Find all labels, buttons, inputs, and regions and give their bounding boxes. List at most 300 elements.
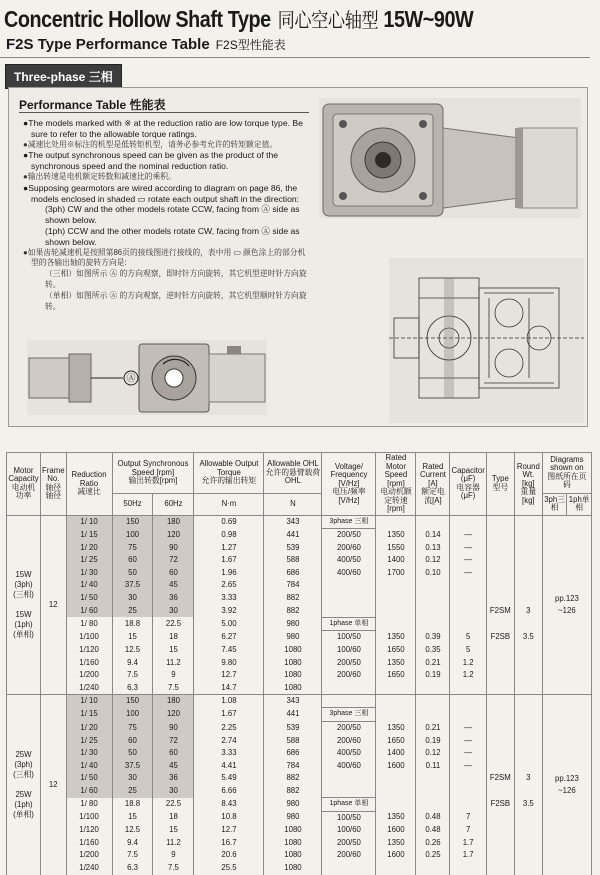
- voltage-cell: 200/60: [322, 542, 376, 555]
- weight-cell: [514, 785, 542, 798]
- capacitor-cell: 5: [450, 644, 486, 657]
- ohl-cell: 686: [264, 747, 322, 760]
- note-item: ●输出转速是电机额定转数和减速比的乘积。: [23, 171, 176, 181]
- speed-60hz-cell: 11.2: [153, 837, 194, 850]
- table-row: [7, 657, 592, 670]
- speed-60hz-cell: 15: [153, 824, 194, 837]
- ratio-cell: 1/ 50: [66, 772, 112, 785]
- speed-50hz-cell: 9.4: [112, 837, 153, 850]
- col-torque: [194, 453, 264, 494]
- table-row: [7, 669, 592, 682]
- speed-50hz-cell: 7.5: [112, 669, 153, 682]
- speed-50hz-cell: 100: [112, 708, 153, 722]
- table-row: [7, 579, 592, 592]
- voltage-cell: 1phase 单相: [322, 617, 376, 631]
- ohl-cell: 686: [264, 567, 322, 580]
- ohl-cell: 588: [264, 735, 322, 748]
- current-cell: [416, 862, 450, 875]
- ohl-cell: 784: [264, 760, 322, 773]
- ratio-cell: 1/ 20: [66, 542, 112, 555]
- ratio-cell: 1/ 60: [66, 605, 112, 618]
- col-ratio: [66, 453, 112, 516]
- capacitor-cell: —: [450, 567, 486, 580]
- ratio-cell: 1/ 15: [66, 708, 112, 722]
- rated-speed-cell: 1700: [376, 567, 416, 580]
- capacitor-cell: —: [450, 760, 486, 773]
- type-cell: [486, 811, 514, 824]
- weight-cell: [514, 824, 542, 837]
- weight-cell: [514, 722, 542, 735]
- voltage-cell: [322, 695, 376, 708]
- table-row: [7, 772, 592, 785]
- col-rated-speed: [376, 453, 416, 516]
- capacitor-cell: [450, 785, 486, 798]
- ratio-cell: 1/ 80: [66, 617, 112, 631]
- ratio-cell: 1/ 40: [66, 760, 112, 773]
- type-cell: [486, 735, 514, 748]
- panel-heading-rule: [19, 112, 309, 113]
- ratio-cell: 1/ 20: [66, 722, 112, 735]
- col-diagrams: [542, 453, 591, 494]
- capacity-line: 25W: [15, 749, 32, 759]
- rated-speed-cell: 1600: [376, 824, 416, 837]
- type-cell: [486, 542, 514, 555]
- rated-speed-cell: 1600: [376, 849, 416, 862]
- voltage-cell: 200/60: [322, 735, 376, 748]
- torque-cell: 1.96: [194, 567, 264, 580]
- type-cell: F2SB: [486, 631, 514, 644]
- voltage-cell: 100/60: [322, 644, 376, 657]
- type-cell: [486, 644, 514, 657]
- type-cell: [486, 862, 514, 875]
- ohl-cell: 980: [264, 631, 322, 644]
- current-cell: [416, 798, 450, 812]
- current-cell: 0.10: [416, 567, 450, 580]
- speed-60hz-cell: 90: [153, 722, 194, 735]
- ohl-cell: 980: [264, 811, 322, 824]
- ratio-cell: 1/120: [66, 824, 112, 837]
- speed-50hz-cell: 50: [112, 567, 153, 580]
- voltage-cell: [322, 579, 376, 592]
- speed-50hz-cell: 25: [112, 605, 153, 618]
- capacitor-cell: 5: [450, 631, 486, 644]
- col-sync-speed: [112, 453, 194, 494]
- speed-50hz-cell: 30: [112, 772, 153, 785]
- col-frame-no-label: Frame No.: [42, 465, 65, 484]
- table-row: [7, 542, 592, 555]
- col-round-wt-label: Round Wt.: [516, 461, 540, 479]
- capacitor-cell: —: [450, 554, 486, 567]
- rated-speed-cell: [376, 592, 416, 605]
- capacitor-cell: —: [450, 735, 486, 748]
- rated-speed-cell: [376, 579, 416, 592]
- weight-cell: [514, 708, 542, 722]
- page-title-en: Concentric Hollow Shaft Type: [4, 6, 271, 32]
- table-row: [7, 735, 592, 748]
- col-round-wt: [514, 453, 542, 516]
- speed-50hz-cell: 75: [112, 722, 153, 735]
- weight-cell: 3.5: [514, 798, 542, 812]
- ratio-cell: 1/100: [66, 631, 112, 644]
- table-row: [7, 567, 592, 580]
- col-ratio-label: Reduction Ratio: [71, 470, 107, 488]
- speed-50hz-cell: 150: [112, 695, 153, 708]
- table-row: [7, 824, 592, 837]
- torque-cell: 1.27: [194, 542, 264, 555]
- ohl-cell: 980: [264, 617, 322, 631]
- voltage-cell: 200/50: [322, 722, 376, 735]
- table-row: [7, 529, 592, 542]
- weight-cell: [514, 554, 542, 567]
- torque-cell: 2.25: [194, 722, 264, 735]
- capacitor-cell: 1.7: [450, 837, 486, 850]
- speed-50hz-cell: 37.5: [112, 579, 153, 592]
- col-sync-speed-cn: 输出转数[rpm]: [128, 476, 178, 486]
- rated-speed-cell: 1650: [376, 669, 416, 682]
- weight-cell: 3.5: [514, 631, 542, 644]
- type-cell: [486, 837, 514, 850]
- type-cell: [486, 554, 514, 567]
- table-row: [7, 722, 592, 735]
- capacitor-cell: [450, 592, 486, 605]
- col-rated-speed-unit: [rpm]: [387, 478, 405, 488]
- ratio-cell: 1/ 10: [66, 695, 112, 708]
- speed-50hz-cell: 60: [112, 735, 153, 748]
- current-cell: 0.25: [416, 849, 450, 862]
- type-cell: F2SM: [486, 772, 514, 785]
- weight-cell: [514, 657, 542, 670]
- voltage-cell: 400/60: [322, 567, 376, 580]
- torque-cell: 8.43: [194, 798, 264, 812]
- note-item: （三相）如图所示 Ⓐ 的方向观察，即时针方向旋转，其它机型逆时针方向旋转。: [45, 269, 307, 289]
- speed-60hz-cell: 72: [153, 735, 194, 748]
- ohl-cell: 1080: [264, 862, 322, 875]
- ratio-cell: 1/ 25: [66, 735, 112, 748]
- table-row: [7, 554, 592, 567]
- rated-speed-cell: [376, 605, 416, 618]
- col-torque-cn: 允许的输出转矩: [201, 476, 257, 486]
- cutaway-diagram: [389, 258, 584, 423]
- ratio-cell: 1/100: [66, 811, 112, 824]
- frame-no-cell: 12: [41, 515, 67, 695]
- ratio-cell: 1/200: [66, 849, 112, 862]
- diagram-page-ref: pp.123: [554, 773, 579, 783]
- speed-50hz-cell: 18.8: [112, 798, 153, 812]
- capacity-line: (1ph): [14, 799, 33, 809]
- col-rated-speed-cn: 电动机额定转速[rpm]: [380, 487, 412, 513]
- note-item: ●The models marked with ※ at the reduction ratio are low torque type. Be sure to refer to the allowable torque ratings.: [23, 118, 303, 139]
- speed-60hz-cell: 9: [153, 669, 194, 682]
- capacitor-cell: —: [450, 722, 486, 735]
- page-title-cn: 同心空心轴型: [277, 8, 379, 32]
- current-cell: [416, 682, 450, 695]
- rated-speed-cell: [376, 695, 416, 708]
- col-ratio-cn: 减速比: [77, 487, 101, 496]
- speed-60hz-cell: 22.5: [153, 798, 194, 812]
- voltage-cell: 200/60: [322, 669, 376, 682]
- torque-cell: 25.5: [194, 862, 264, 875]
- rated-speed-cell: 1350: [376, 657, 416, 670]
- capacitor-cell: 1.2: [450, 669, 486, 682]
- col-hz50: 50Hz: [112, 493, 153, 515]
- weight-cell: [514, 592, 542, 605]
- voltage-cell: 100/50: [322, 811, 376, 824]
- col-round-wt-cn: 重量[kg]: [520, 487, 537, 505]
- ohl-cell: 343: [264, 695, 322, 708]
- motor-capacity-cell: [7, 695, 41, 875]
- ratio-cell: 1/ 25: [66, 554, 112, 567]
- note-item: ●The output synchronous speed can be given as the product of the synchronous speed and the nominal reduction ratio.: [23, 150, 279, 172]
- note-item: ●减速比处用※标注的机型是低转矩机型，请务必参考允许的转矩额定值。: [23, 139, 278, 149]
- col-voltage-cn: 电压/频率: [332, 487, 366, 496]
- capacity-line: (三相): [13, 589, 34, 599]
- rated-speed-cell: 1350: [376, 722, 416, 735]
- capacitor-cell: [450, 579, 486, 592]
- current-cell: 0.19: [416, 735, 450, 748]
- current-cell: 0.19: [416, 669, 450, 682]
- col-ohl-unit: N: [264, 493, 322, 515]
- table-row: [7, 695, 592, 708]
- col-sync-speed-label: Output Synchronous Speed [rpm]: [117, 459, 189, 477]
- capacitor-cell: [450, 515, 486, 529]
- speed-50hz-cell: 37.5: [112, 760, 153, 773]
- col-current-label: Rated Current: [419, 461, 446, 479]
- current-cell: 0.12: [416, 554, 450, 567]
- col-diagrams-label: Diagrams shown on: [550, 454, 584, 473]
- page-subtitle: [6, 36, 286, 53]
- table-row: [7, 837, 592, 850]
- speed-50hz-cell: 12.5: [112, 824, 153, 837]
- ohl-cell: 882: [264, 605, 322, 618]
- col-motor-capacity: [7, 453, 41, 516]
- capacity-line: (单相): [13, 809, 34, 819]
- voltage-cell: [322, 862, 376, 875]
- capacity-line: (单相): [13, 629, 34, 639]
- rated-speed-cell: [376, 772, 416, 785]
- col-voltage-unit: [V/Hz]: [338, 478, 360, 488]
- weight-cell: [514, 529, 542, 542]
- capacity-line: (3ph): [14, 759, 33, 769]
- ohl-cell: 539: [264, 722, 322, 735]
- capacitor-cell: —: [450, 529, 486, 542]
- current-cell: [416, 592, 450, 605]
- torque-cell: 12.7: [194, 824, 264, 837]
- ohl-cell: 343: [264, 515, 322, 529]
- ohl-cell: 980: [264, 798, 322, 812]
- current-cell: 0.12: [416, 747, 450, 760]
- weight-cell: [514, 735, 542, 748]
- note-item: ●Supposing gearmotors are wired according to diagram on page 86, the models enclosed in shaded ▭ rotate each output shaft in the direction:: [23, 182, 300, 204]
- ohl-cell: 441: [264, 708, 322, 722]
- col-type: [486, 453, 514, 516]
- col-voltage: [322, 453, 376, 516]
- current-cell: [416, 695, 450, 708]
- col-capacitor-unit: (μF): [460, 474, 476, 484]
- col-hz60: 60Hz: [153, 493, 194, 515]
- voltage-cell: 200/50: [322, 837, 376, 850]
- speed-50hz-cell: 100: [112, 529, 153, 542]
- capacitor-cell: —: [450, 542, 486, 555]
- ohl-cell: 441: [264, 529, 322, 542]
- current-cell: [416, 617, 450, 631]
- weight-cell: [514, 695, 542, 708]
- voltage-cell: 200/50: [322, 657, 376, 670]
- type-cell: [486, 669, 514, 682]
- torque-cell: 2.65: [194, 579, 264, 592]
- speed-60hz-cell: 90: [153, 542, 194, 555]
- page-subtitle-en: F2S Type Performance Table: [6, 36, 210, 53]
- type-cell: [486, 515, 514, 529]
- diagram-pages-cell: [542, 695, 591, 875]
- current-cell: 0.35: [416, 644, 450, 657]
- ratio-cell: 1/160: [66, 837, 112, 850]
- type-cell: [486, 760, 514, 773]
- speed-60hz-cell: 30: [153, 605, 194, 618]
- diagram-pages-cell: [542, 515, 591, 695]
- col-capacitor-label: Capacitor: [451, 465, 485, 475]
- weight-cell: [514, 515, 542, 529]
- voltage-cell: 400/60: [322, 760, 376, 773]
- weight-cell: [514, 567, 542, 580]
- rotation-direction-diagram: [27, 340, 267, 415]
- table-row: [7, 785, 592, 798]
- torque-cell: 20.6: [194, 849, 264, 862]
- current-cell: 0.48: [416, 811, 450, 824]
- ratio-cell: 1/ 10: [66, 515, 112, 529]
- panel-heading: Performance Table 性能表: [19, 98, 166, 112]
- type-cell: [486, 722, 514, 735]
- capacity-line: [9, 780, 38, 790]
- voltage-cell: [322, 772, 376, 785]
- col-current: [416, 453, 450, 516]
- type-cell: [486, 695, 514, 708]
- phase-badge: Three-phase 三相: [5, 64, 122, 89]
- col-torque-unit: N·m: [194, 493, 264, 515]
- diagram-page-ref: pp.123: [554, 593, 579, 603]
- speed-60hz-cell: 45: [153, 760, 194, 773]
- torque-cell: 16.7: [194, 837, 264, 850]
- rated-speed-cell: [376, 515, 416, 529]
- weight-cell: [514, 644, 542, 657]
- capacity-line: 15W: [15, 569, 32, 579]
- voltage-cell: [322, 592, 376, 605]
- performance-panel: [8, 87, 588, 427]
- speed-50hz-cell: 7.5: [112, 849, 153, 862]
- speed-60hz-cell: 7.5: [153, 682, 194, 695]
- speed-60hz-cell: 60: [153, 567, 194, 580]
- ohl-cell: 1080: [264, 657, 322, 670]
- ratio-cell: 1/ 30: [66, 567, 112, 580]
- header-divider: [0, 57, 590, 58]
- speed-60hz-cell: 45: [153, 579, 194, 592]
- capacitor-cell: [450, 682, 486, 695]
- rated-speed-cell: 1650: [376, 735, 416, 748]
- current-cell: [416, 708, 450, 722]
- speed-50hz-cell: 60: [112, 554, 153, 567]
- note-item: (1ph) CCW and the other models rotate CW, facing from Ⓐ side as shown below.: [45, 225, 300, 247]
- table-row: [7, 760, 592, 773]
- table-row: [7, 592, 592, 605]
- performance-table: [6, 452, 592, 875]
- type-cell: [486, 529, 514, 542]
- rated-speed-cell: 1400: [376, 554, 416, 567]
- voltage-cell: 100/60: [322, 824, 376, 837]
- voltage-cell: [322, 605, 376, 618]
- voltage-cell: 100/50: [322, 631, 376, 644]
- capacitor-cell: 1.7: [450, 849, 486, 862]
- col-frame-no-cn: 轴径轴径: [45, 482, 62, 501]
- capacitor-cell: [450, 862, 486, 875]
- col-current-unit: [A]: [428, 478, 438, 488]
- torque-cell: 2.74: [194, 735, 264, 748]
- torque-cell: 12.7: [194, 669, 264, 682]
- col-rated-speed-label: Rated Motor Speed: [384, 453, 408, 479]
- torque-cell: 3.33: [194, 592, 264, 605]
- col-round-wt-unit: [kg]: [522, 478, 535, 488]
- rated-speed-cell: 1600: [376, 760, 416, 773]
- speed-60hz-cell: 36: [153, 592, 194, 605]
- ohl-cell: 882: [264, 785, 322, 798]
- speed-50hz-cell: 15: [112, 631, 153, 644]
- col-diag-1ph: 1ph单相: [567, 493, 592, 515]
- speed-60hz-cell: 120: [153, 529, 194, 542]
- ratio-cell: 1/160: [66, 657, 112, 670]
- type-cell: [486, 747, 514, 760]
- speed-50hz-cell: 15: [112, 811, 153, 824]
- rated-speed-cell: 1350: [376, 631, 416, 644]
- current-cell: 0.48: [416, 824, 450, 837]
- col-current-cn: 额定电流[A]: [421, 487, 445, 505]
- rated-speed-cell: [376, 798, 416, 812]
- ratio-cell: 1/ 60: [66, 785, 112, 798]
- speed-50hz-cell: 150: [112, 515, 153, 529]
- torque-cell: 9.80: [194, 657, 264, 670]
- capacitor-cell: [450, 772, 486, 785]
- rated-speed-cell: [376, 708, 416, 722]
- speed-50hz-cell: 30: [112, 592, 153, 605]
- ohl-cell: 1080: [264, 682, 322, 695]
- torque-cell: 3.33: [194, 747, 264, 760]
- weight-cell: [514, 579, 542, 592]
- ohl-cell: 1080: [264, 837, 322, 850]
- capacitor-cell: [450, 695, 486, 708]
- frame-no-cell: 12: [41, 695, 67, 875]
- speed-60hz-cell: 30: [153, 785, 194, 798]
- weight-cell: [514, 849, 542, 862]
- capacitor-cell: 7: [450, 811, 486, 824]
- table-row: [7, 631, 592, 644]
- col-capacitor: [450, 453, 486, 516]
- col-voltage-unit2: [V/Hz]: [338, 495, 360, 505]
- speed-60hz-cell: 11.2: [153, 657, 194, 670]
- col-frame-no: [41, 453, 67, 516]
- speed-50hz-cell: 6.3: [112, 862, 153, 875]
- capacitor-cell: 7: [450, 824, 486, 837]
- capacitor-cell: —: [450, 747, 486, 760]
- ratio-cell: 1/240: [66, 682, 112, 695]
- weight-cell: [514, 760, 542, 773]
- ratio-cell: 1/240: [66, 862, 112, 875]
- speed-50hz-cell: 75: [112, 542, 153, 555]
- current-cell: 0.11: [416, 760, 450, 773]
- torque-cell: 4.41: [194, 760, 264, 773]
- table-row: [7, 708, 592, 722]
- col-motor-capacity-label: Motor Capacity: [8, 465, 39, 484]
- torque-cell: 0.69: [194, 515, 264, 529]
- type-cell: [486, 657, 514, 670]
- current-cell: [416, 579, 450, 592]
- table-row: [7, 849, 592, 862]
